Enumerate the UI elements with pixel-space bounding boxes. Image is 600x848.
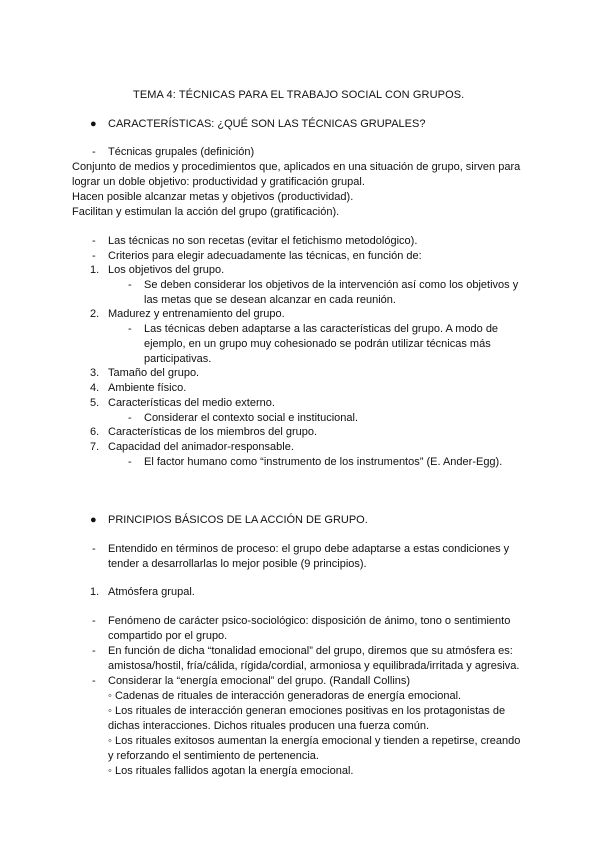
dash-marker: - (92, 543, 96, 555)
bullet-icon: ● (90, 118, 97, 130)
dash-marker: - (92, 645, 96, 657)
numbered-item: Madurez y entrenamiento del grupo. (108, 308, 285, 320)
sub-bullet-item: y reforzando el sentimiento de pertenencia. (108, 750, 319, 762)
sub-bullet-item: ◦ Los rituales de interacción generan emociones positivas en los protagonistas de (108, 705, 506, 717)
definition-label: Técnicas grupales (definición) (108, 146, 255, 158)
list-item: Fenómeno de carácter psico-sociológico: disposición de ánimo, tono o sentimiento (108, 615, 511, 627)
sub-item: las metas que se desean alcanzar en cada reunión. (144, 294, 396, 306)
list-number: 5. (90, 397, 100, 409)
document-title: TEMA 4: TÉCNICAS PARA EL TRABAJO SOCIAL CON GRUPOS. (133, 89, 465, 101)
dash-marker: - (92, 146, 96, 158)
sub-item: Considerar el contexto social e institucional. (144, 412, 359, 424)
numbered-item: Capacidad del animador-responsable. (108, 441, 294, 453)
dash-marker: - (92, 675, 96, 687)
dash-marker: - (128, 279, 132, 291)
sub-bullet-item: dichas interacciones. Dichos rituales producen una fuerza común. (108, 720, 430, 732)
list-item: Considerar la “energía emocional” del grupo. (Randall Collins) (108, 675, 411, 687)
list-item: Criterios para elegir adecuadamente las técnicas, en función de: (108, 250, 422, 262)
paragraph-line: Facilitan y estimulan la acción del grupo (gratificación). (72, 206, 340, 218)
dash-marker: - (128, 412, 132, 424)
dash-marker: - (128, 323, 132, 335)
numbered-item: Ambiente físico. (108, 382, 187, 394)
numbered-item: Los objetivos del grupo. (108, 264, 225, 276)
numbered-item: Características del medio externo. (108, 397, 275, 409)
numbered-item: Características de los miembros del grupo. (108, 426, 318, 438)
list-number: 4. (90, 382, 100, 394)
paragraph-line: lograr un doble objetivo: productividad y gratificación grupal. (72, 176, 365, 188)
sub-item: participativas. (144, 353, 212, 365)
list-number: 6. (90, 426, 100, 438)
list-item: Las técnicas no son recetas (evitar el fetichismo metodológico). (108, 235, 418, 247)
list-number: 1. (90, 586, 100, 598)
list-number: 7. (90, 441, 100, 453)
list-item: En función de dicha “tonalidad emocional” del grupo, diremos que su atmósfera es: (108, 645, 513, 657)
section-heading-principios: PRINCIPIOS BÁSICOS DE LA ACCIÓN DE GRUPO. (108, 514, 368, 526)
numbered-item: Atmósfera grupal. (108, 586, 195, 598)
dash-marker: - (92, 235, 96, 247)
paragraph-line: Conjunto de medios y procedimientos que, aplicados en una situación de grupo, sirven para (72, 161, 521, 173)
dash-marker: - (128, 456, 132, 468)
sub-item: Se deben considerar los objetivos de la intervención así como los objetivos y (144, 279, 519, 291)
list-number: 1. (90, 264, 100, 276)
bullet-icon: ● (90, 514, 97, 526)
dash-marker: - (92, 250, 96, 262)
section-heading-caracteristicas: CARACTERÍSTICAS: ¿QUÉ SON LAS TÉCNICAS GRUPALES? (108, 118, 426, 130)
dash-marker: - (92, 615, 96, 627)
sub-item: El factor humano como “instrumento de los instrumentos” (E. Ander-Egg). (144, 456, 503, 468)
list-item: Entendido en términos de proceso: el grupo debe adaptarse a estas condiciones y (108, 543, 510, 555)
list-item: compartido por el grupo. (108, 630, 228, 642)
sub-bullet-item: ◦ Cadenas de rituales de interacción generadoras de energía emocional. (108, 690, 462, 702)
list-item: tender a desarrollarlas lo mejor posible (9 principios). (108, 558, 367, 570)
list-item: amistosa/hostil, fría/cálida, rígida/cordial, armoniosa y equilibrada/irritada y agresiva. (108, 660, 520, 672)
numbered-item: Tamaño del grupo. (108, 367, 200, 379)
sub-item: Las técnicas deben adaptarse a las características del grupo. A modo de (144, 323, 499, 335)
list-number: 2. (90, 308, 100, 320)
sub-item: ejemplo, en un grupo muy cohesionado se podrán utilizar técnicas más (144, 338, 491, 350)
sub-bullet-item: ◦ Los rituales fallidos agotan la energía emocional. (108, 765, 354, 777)
sub-bullet-item: ◦ Los rituales exitosos aumentan la energía emocional y tienden a repetirse, creando (108, 735, 521, 747)
list-number: 3. (90, 367, 100, 379)
paragraph-line: Hacen posible alcanzar metas y objetivos (productividad). (72, 191, 354, 203)
